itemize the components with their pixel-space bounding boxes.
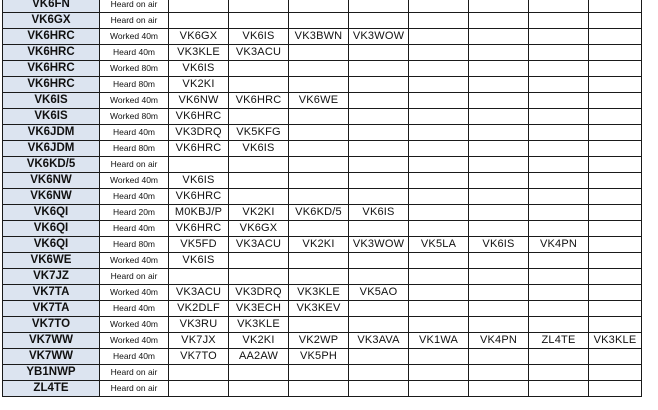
contact-cell [289, 61, 349, 77]
contact-cell: VK6NW [169, 93, 229, 109]
contact-cell [409, 109, 469, 125]
contact-cell [529, 365, 589, 381]
contact-cell [349, 0, 409, 13]
contact-cell: VK1WA [409, 333, 469, 349]
contact-cell [349, 381, 409, 397]
table-row [3, 301, 642, 317]
callsign-cell: VK7WW [3, 349, 100, 365]
contact-cell [469, 29, 529, 45]
contact-cell [229, 269, 289, 285]
contact-cell [469, 221, 529, 237]
contact-cell: VK6GX [229, 221, 289, 237]
contact-cell [349, 365, 409, 381]
contact-cell [589, 381, 642, 397]
callsign-cell: VK6HRC [3, 77, 100, 93]
contact-cell: VK4PN [529, 237, 589, 253]
table-row [3, 381, 642, 397]
contact-cell [409, 61, 469, 77]
contact-cell [469, 45, 529, 61]
contact-cell: VK6IS [169, 173, 229, 189]
contact-cell [529, 301, 589, 317]
contact-cell: VK4PN [469, 333, 529, 349]
contact-cell [469, 381, 529, 397]
contact-cell [409, 365, 469, 381]
table-row [3, 109, 642, 125]
callsign-cell: VK6IS [3, 93, 100, 109]
status-cell: Heard on air [100, 269, 169, 285]
contact-cell [469, 93, 529, 109]
contact-cell [529, 29, 589, 45]
contact-cell [469, 365, 529, 381]
status-cell: Heard on air [100, 0, 169, 13]
contact-cell: VK3RU [169, 317, 229, 333]
callsign-cell: VK6HRC [3, 45, 100, 61]
contact-cell: VK6KD/5 [289, 205, 349, 221]
contact-cell [289, 125, 349, 141]
contact-cell [349, 253, 409, 269]
contact-cell [289, 221, 349, 237]
status-cell: Worked 40m [100, 317, 169, 333]
contact-cell [529, 317, 589, 333]
contact-cell [469, 301, 529, 317]
contact-cell: M0KBJ/P [169, 205, 229, 221]
contact-cell: VK6IS [229, 29, 289, 45]
contact-cell [349, 269, 409, 285]
table-row [3, 205, 642, 221]
contact-cell [589, 173, 642, 189]
contact-cell [589, 349, 642, 365]
contact-cell [589, 13, 642, 29]
contact-cell [529, 189, 589, 205]
contact-cell: VK2KI [229, 205, 289, 221]
table-row [3, 349, 642, 365]
callsign-cell: ZL4TE [3, 381, 100, 397]
contact-cell: VK3KLE [169, 45, 229, 61]
contact-cell [169, 365, 229, 381]
contact-cell [169, 381, 229, 397]
contact-cell: VK6IS [169, 253, 229, 269]
callsign-cell: VK6JDM [3, 125, 100, 141]
contact-cell: VK2KI [289, 237, 349, 253]
callsign-cell: VK6NW [3, 173, 100, 189]
contact-cell [349, 221, 409, 237]
contact-cell [589, 221, 642, 237]
table-row [3, 317, 642, 333]
contact-cell [349, 189, 409, 205]
contact-cell [529, 125, 589, 141]
contact-cell: VK5LA [409, 237, 469, 253]
contact-cell [169, 157, 229, 173]
contact-cell: VK5AO [349, 285, 409, 301]
contact-cell: VK3KLE [289, 285, 349, 301]
contact-cell [469, 0, 529, 13]
contact-cell [349, 349, 409, 365]
contact-cell [409, 301, 469, 317]
contact-cell [469, 157, 529, 173]
contact-cell [349, 77, 409, 93]
contact-cell [529, 349, 589, 365]
table-row [3, 45, 642, 61]
status-cell: Heard 40m [100, 349, 169, 365]
callsign-cell: YB1NWP [3, 365, 100, 381]
contact-cell: VK6WE [289, 93, 349, 109]
contact-cell [529, 141, 589, 157]
contact-cell: VK7TO [169, 349, 229, 365]
contact-cell [409, 253, 469, 269]
contact-cell: VK3DRQ [169, 125, 229, 141]
callsign-cell: VK6WE [3, 253, 100, 269]
contact-cell [529, 173, 589, 189]
contact-cell [529, 285, 589, 301]
contact-cell: VK6IS [469, 237, 529, 253]
contact-cell: VK3AVA [349, 333, 409, 349]
contact-cell: VK6HRC [169, 221, 229, 237]
callsign-cell: VK7WW [3, 333, 100, 349]
contact-cell [409, 77, 469, 93]
status-cell: Heard 40m [100, 45, 169, 61]
table-row [3, 0, 642, 13]
contact-cell [409, 93, 469, 109]
contact-cell [469, 189, 529, 205]
contact-cell [469, 77, 529, 93]
table-row [3, 285, 642, 301]
contact-cell [589, 93, 642, 109]
contact-cell [229, 157, 289, 173]
table-row [3, 157, 642, 173]
contact-cell [589, 157, 642, 173]
contact-cell [589, 285, 642, 301]
contact-cell [409, 221, 469, 237]
status-cell: Heard 40m [100, 125, 169, 141]
contact-cell [409, 29, 469, 45]
callsign-cell: VK7TA [3, 285, 100, 301]
contact-cell [589, 269, 642, 285]
contact-cell [469, 285, 529, 301]
callsign-cell: VK6GX [3, 13, 100, 29]
status-cell: Heard 20m [100, 205, 169, 221]
table-row [3, 77, 642, 93]
contact-cell: AA2AW [229, 349, 289, 365]
contact-cell: VK3WOW [349, 29, 409, 45]
contact-cell [589, 61, 642, 77]
contact-cell: VK3KLE [589, 333, 642, 349]
contact-cell: VK3ACU [229, 237, 289, 253]
contact-cell [529, 109, 589, 125]
contact-cell [409, 381, 469, 397]
contact-cell: VK2DLF [169, 301, 229, 317]
contact-cell [229, 189, 289, 205]
contact-cell [289, 365, 349, 381]
contact-cell [229, 365, 289, 381]
contact-cell: VK6GX [169, 29, 229, 45]
contact-cell [469, 205, 529, 221]
contact-cell [409, 317, 469, 333]
table-row [3, 13, 642, 29]
contact-cell [589, 45, 642, 61]
contact-cell [529, 13, 589, 29]
callsign-cell: VK6FN [3, 0, 100, 13]
contact-cell: VK2WP [289, 333, 349, 349]
status-cell: Heard on air [100, 13, 169, 29]
contact-cell [409, 141, 469, 157]
contact-cell [229, 0, 289, 13]
contact-cell [469, 61, 529, 77]
contact-cell [409, 173, 469, 189]
contact-cell: VK3ACU [169, 285, 229, 301]
contact-cell [589, 237, 642, 253]
table-row [3, 125, 642, 141]
contact-cell: VK3DRQ [229, 285, 289, 301]
contact-cell [409, 45, 469, 61]
contact-cell [349, 93, 409, 109]
contact-cell [349, 109, 409, 125]
contact-cell [229, 381, 289, 397]
callsign-cell: VK6JDM [3, 141, 100, 157]
callsign-cell: VK6NW [3, 189, 100, 205]
contact-cell [289, 381, 349, 397]
status-cell: Worked 40m [100, 333, 169, 349]
contact-cell [469, 125, 529, 141]
status-cell: Heard 80m [100, 77, 169, 93]
contact-cell [289, 253, 349, 269]
contact-cell [529, 381, 589, 397]
contact-cell [589, 125, 642, 141]
contact-cell: VK2KI [169, 77, 229, 93]
contact-cell [349, 13, 409, 29]
table-row [3, 253, 642, 269]
callsign-cell: VK7TO [3, 317, 100, 333]
table-row [3, 29, 642, 45]
contact-cell [589, 189, 642, 205]
contact-cell: VK6IS [169, 61, 229, 77]
status-cell: Heard on air [100, 365, 169, 381]
table-row [3, 221, 642, 237]
callsign-cell: VK6HRC [3, 29, 100, 45]
contact-cell [469, 13, 529, 29]
contact-cell [229, 173, 289, 189]
contact-cell [349, 317, 409, 333]
contact-cell: VK2KI [229, 333, 289, 349]
contact-cell [229, 13, 289, 29]
table-row [3, 333, 642, 349]
contact-cell [589, 77, 642, 93]
contact-cell [409, 189, 469, 205]
contact-cell: VK3BWN [289, 29, 349, 45]
contact-cell: VK6HRC [229, 93, 289, 109]
contact-cell [289, 317, 349, 333]
contact-cell: VK3KLE [229, 317, 289, 333]
contact-cell [409, 269, 469, 285]
contact-cell [469, 173, 529, 189]
contact-cell [529, 221, 589, 237]
contact-cell [529, 0, 589, 13]
contact-cell [469, 317, 529, 333]
status-cell: Worked 40m [100, 253, 169, 269]
contact-cell [529, 205, 589, 221]
contact-cell [589, 301, 642, 317]
contact-cell [589, 141, 642, 157]
contact-cell [529, 77, 589, 93]
contact-cell [169, 269, 229, 285]
contact-cell [349, 157, 409, 173]
contact-cell [349, 125, 409, 141]
contact-cell [349, 173, 409, 189]
contact-cell: VK5FD [169, 237, 229, 253]
status-cell: Worked 80m [100, 61, 169, 77]
status-cell: Worked 40m [100, 29, 169, 45]
table-row [3, 365, 642, 381]
contact-cell [529, 45, 589, 61]
callsign-cell: VK7JZ [3, 269, 100, 285]
contact-cell [529, 157, 589, 173]
contact-cell [289, 157, 349, 173]
status-cell: Heard 80m [100, 237, 169, 253]
contact-cell [469, 269, 529, 285]
contact-cell [349, 141, 409, 157]
contact-cell [289, 109, 349, 125]
contact-cell: VK6IS [229, 141, 289, 157]
status-cell: Worked 80m [100, 109, 169, 125]
contact-cell [289, 45, 349, 61]
table-row [3, 237, 642, 253]
contact-cell [289, 13, 349, 29]
callsign-cell: VK6KD/5 [3, 157, 100, 173]
contact-cell: VK3WOW [349, 237, 409, 253]
contact-cell: VK3KEV [289, 301, 349, 317]
contact-cell [469, 109, 529, 125]
contact-cell [289, 173, 349, 189]
table-row [3, 61, 642, 77]
callsign-cell: VK6HRC [3, 61, 100, 77]
contact-cell [529, 253, 589, 269]
contact-cell: VK5PH [289, 349, 349, 365]
contact-cell [589, 109, 642, 125]
station-log-table [2, 0, 642, 397]
contact-cell: VK6IS [349, 205, 409, 221]
status-cell: Heard 40m [100, 221, 169, 237]
contact-cell [289, 189, 349, 205]
contact-cell [409, 205, 469, 221]
contact-cell [169, 0, 229, 13]
contact-cell [229, 109, 289, 125]
contact-cell [409, 13, 469, 29]
contact-cell [229, 253, 289, 269]
contact-cell [409, 349, 469, 365]
contact-cell [589, 317, 642, 333]
callsign-cell: VK6IS [3, 109, 100, 125]
contact-cell: VK6HRC [169, 109, 229, 125]
status-cell: Heard on air [100, 381, 169, 397]
contact-cell: VK6HRC [169, 189, 229, 205]
status-cell: Worked 40m [100, 173, 169, 189]
contact-cell [169, 13, 229, 29]
contact-cell [469, 253, 529, 269]
contact-cell [589, 253, 642, 269]
table-row [3, 141, 642, 157]
table-row [3, 189, 642, 205]
contact-cell [589, 29, 642, 45]
status-cell: Heard 40m [100, 301, 169, 317]
contact-cell [529, 61, 589, 77]
contact-cell [469, 141, 529, 157]
contact-cell [289, 0, 349, 13]
contact-cell [589, 365, 642, 381]
status-cell: Worked 40m [100, 285, 169, 301]
contact-cell: VK6HRC [169, 141, 229, 157]
contact-cell [289, 77, 349, 93]
callsign-cell: VK6QI [3, 237, 100, 253]
contact-cell [409, 157, 469, 173]
contact-cell: VK3ECH [229, 301, 289, 317]
contact-cell [529, 93, 589, 109]
contact-cell [469, 349, 529, 365]
contact-cell [409, 0, 469, 13]
status-cell: Heard 80m [100, 141, 169, 157]
table-row [3, 269, 642, 285]
contact-cell [529, 269, 589, 285]
table-row [3, 93, 642, 109]
callsign-cell: VK6QI [3, 221, 100, 237]
contact-cell [409, 285, 469, 301]
contact-cell [349, 301, 409, 317]
contact-cell [289, 141, 349, 157]
status-cell: Heard on air [100, 157, 169, 173]
contact-cell: VK5KFG [229, 125, 289, 141]
contact-cell: VK3ACU [229, 45, 289, 61]
station-log-body [3, 0, 642, 397]
contact-cell [349, 45, 409, 61]
contact-cell: ZL4TE [529, 333, 589, 349]
callsign-cell: VK6QI [3, 205, 100, 221]
contact-cell [289, 269, 349, 285]
contact-cell [229, 77, 289, 93]
contact-cell: VK7JX [169, 333, 229, 349]
contact-cell [589, 205, 642, 221]
contact-cell [589, 0, 642, 13]
contact-cell [229, 61, 289, 77]
status-cell: Worked 40m [100, 93, 169, 109]
contact-cell [349, 61, 409, 77]
table-row [3, 173, 642, 189]
contact-cell [409, 125, 469, 141]
callsign-cell: VK7TA [3, 301, 100, 317]
status-cell: Heard 40m [100, 189, 169, 205]
